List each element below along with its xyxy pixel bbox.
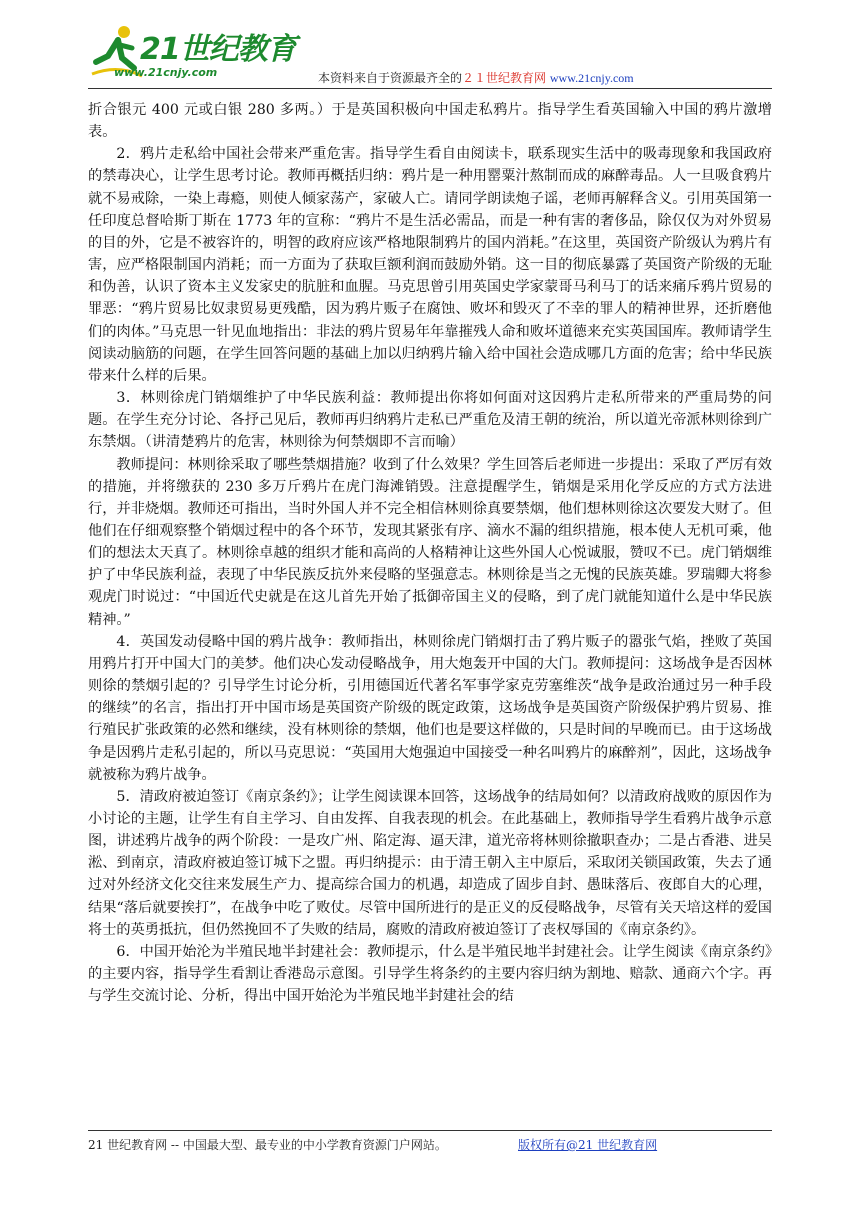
header-divider bbox=[88, 88, 772, 89]
page-header bbox=[0, 0, 860, 96]
paragraph-lin-zexu: 3．林则徐虎门销烟维护了中华民族利益：教师提出你将如何面对这因鸦片走私所带来的严重局势的问题。在学生充分讨论、各抒己见后，教师再归纳鸦片走私已严重危及清王朝的统治，所以道光帝派林则徐到广东禁烟。（讲清楚鸦片的危害，林则徐为何禁烟即不言而喻） bbox=[88, 390, 772, 451]
footer-divider bbox=[88, 1130, 772, 1131]
page-footer bbox=[88, 1136, 658, 1153]
site-logo[interactable] bbox=[88, 22, 296, 84]
logo-text: 21世纪教育 bbox=[140, 32, 296, 67]
copyright-link[interactable]: 版权所有@21 世纪教育网 bbox=[518, 1138, 658, 1152]
paragraph-continuation: 折合银元 400 元或白银 280 多两。）于是英国积极向中国走私鸦片。指导学生看英国输入中国的鸦片激增表。 bbox=[88, 102, 772, 141]
logo-url: www.21cnjy.com bbox=[114, 66, 218, 79]
paragraph-semi-colonial: 6．中国开始沦为半殖民地半封建社会：教师提示，什么是半殖民地半封建社会。让学生阅读《南京条约》的主要内容，指导学生看割让香港岛示意图。引导学生将条约的主要内容归纳为割地、赔款、通商六个字。再与学生交流讨论、分析，得出中国开始沦为半殖民地半封建社会的结 bbox=[88, 943, 772, 1005]
paragraph-opium-harm: 2．鸦片走私给中国社会带来严重危害。指导学生看自由阅读卡，联系现实生活中的吸毒现象和我国政府的禁毒决心，让学生思考讨论。教师再概括归纳：鸦片是一种用罂粟汁熬制而成的麻醉毒品。人一旦吸食鸦片就不易戒除，一染上毒瘾，则使人倾家荡产，家破人亡。请同学朗读炮子谣，老师再解释含义。引用英国第一任印度总督哈斯丁斯在 1773 年的宣称：“鸦片不是生活必需品，而是一种有害的奢侈品，除仅仅为对外贸易的目的外，它是不被容许的，明智的政府应该严格地限制鸦片的国内消耗。”在这里，英国资产阶级认为鸦片有害，应严格限制国内消耗；而一方面为了获取巨额利润而鼓励外销。这一目的彻底暴露了英国资产阶级的无耻和伪善，认识了资本主义发家史的肮脏和血腥。马克思曾引用英国史学家蒙哥马利马丁的话来痛斥鸦片贸易的罪恶：“鸦片贸易比奴隶贸易更残酷，因为鸦片贩子在腐蚀、败坏和毁灭了不幸的罪人的精神世界，还折磨他们的肉体。”马克思一针见血地指出：非法的鸦片贸易年年靠摧残人命和败坏道德来充实英国国库。教师请学生阅读动脑筋的问题，在学生回答问题的基础上加以归纳鸦片输入给中国社会造成哪几方面的危害；给中华民族带来什么样的后果。 bbox=[88, 146, 772, 384]
source-line bbox=[318, 69, 634, 86]
source-site-link[interactable]: ２１世纪教育网 bbox=[462, 71, 547, 85]
source-prefix: 本资料来自于资源最齐全的 bbox=[318, 71, 463, 85]
source-url-link[interactable]: www.21cnjy.com bbox=[549, 71, 634, 85]
paragraph-humen-destruction: 教师提问：林则徐采取了哪些禁烟措施？收到了什么效果？学生回答后老师进一步提出：采取了严厉有效的措施，并将缴获的 230 多万斤鸦片在虎门海滩销毁。注意提醒学生，销烟是采用化学反应的方式方法进行，并非烧烟。教师还可指出，当时外国人并不完全相信林则徐真要禁烟，他们想林则徐这次要发大财了。但他们在仔细观察整个销烟过程中的各个环节，发现其紧张有序、滴水不漏的组织措施，根本使人无机可乘，他们的想法太天真了。林则徐卓越的组织才能和高尚的人格精神让这些外国人心悦诚服，赞叹不已。虎门销烟维护了中华民族利益，表现了中华民族反抗外来侵略的坚强意志。林则徐是当之无愧的民族英雄。罗瑞卿大将参观虎门时说过：“中国近代史就是在这儿首先开始了抵御帝国主义的侵略，到了虎门就能知道什么是中华民族精神。” bbox=[88, 456, 772, 628]
paragraph-nanjing-treaty: 5．清政府被迫签订《南京条约》；让学生阅读课本回答，这场战争的结局如何？以清政府战败的原因作为小讨论的主题，让学生有自主学习、自由发挥、自我表现的机会。在此基础上，教师指导学生看鸦片战争示意图，讲述鸦片战争的两个阶段：一是攻广州、陷定海、逼天津，道光帝将林则徐撤职查办；二是占香港、进吴淞、到南京，清政府被迫签订城下之盟。再归纳提示：由于清王朝入主中原后，采取闭关锁国政策，失去了通过对外经济文化交往来发展生产力、提高综合国力的机遇，却造成了固步自封、愚昧落后、夜郎自大的心理，结果“落后就要挨打”，在战争中吃了败仗。尽管中国所进行的是正义的反侵略战争，尽管有关天培这样的爱国将士的英勇抵抗，但仍然挽回不了失败的结局，腐败的清政府被迫签订了丧权辱国的《南京条约》。 bbox=[88, 788, 772, 938]
paragraph-opium-war: 4．英国发动侵略中国的鸦片战争：教师指出，林则徐虎门销烟打击了鸦片贩子的嚣张气焰，挫败了英国用鸦片打开中国大门的美梦。他们决心发动侵略战争，用大炮轰开中国的大门。教师提问：这场战争是否因林则徐的禁烟引起的？引导学生讨论分析，引用德国近代著名军事学家克劳塞维茨“战争是政治通过另一种手段的继续”的名言，指出打开中国市场是英国资产阶级的既定政策，这场战争是英国资产阶级保护鸦片贸易、推行殖民扩张政策的必然和继续，没有林则徐的禁烟，他们也是要这样做的，只是时间的早晚而已。由于这场战争是因鸦片走私引起的，所以马克思说：“英国用大炮强迫中国接受一种名叫鸦片的麻醉剂”，因此，这场战争就被称为鸦片战争。 bbox=[88, 633, 772, 783]
footer-text: 21 世纪教育网 -- 中国最大型、最专业的中小学教育资源门户网站。 bbox=[88, 1138, 447, 1152]
document-body bbox=[88, 99, 772, 1007]
